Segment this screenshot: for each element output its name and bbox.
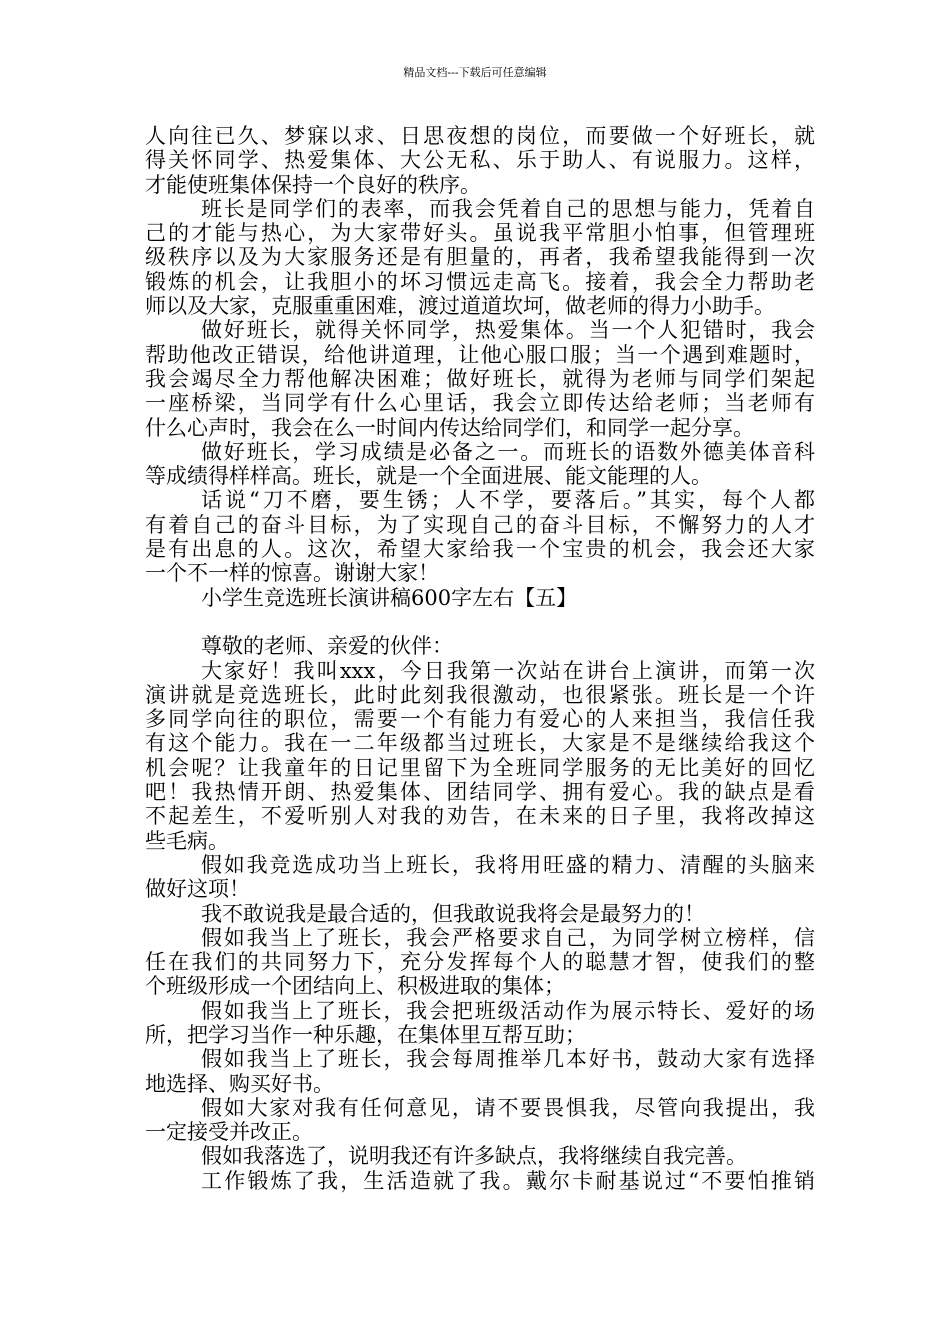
- text-line: 才能使班集体保持一个良好的秩序。: [145, 172, 481, 197]
- text-line: 我会竭尽全力帮他解决困难；做好班长，就得为老师与同学们架起: [145, 366, 815, 391]
- text-line: 假如我竞选成功当上班长，我将用旺盛的精力、清醒的头脑来: [201, 852, 815, 877]
- text-line: 级秩序以及为大家服务还是有胆量的，再者，我希望我能得到一次: [145, 245, 815, 270]
- text-line: 机会呢？让我童年的日记里留下为全班同学服务的无比美好的回忆: [145, 755, 815, 780]
- text-line: 话说“刀不磨，要生锈；人不学，要落后。”其实，每个人都: [201, 488, 815, 513]
- text-line: 演讲就是竞选班长，此时此刻我很激动，也很紧张。班长是一个许: [145, 682, 815, 707]
- text-line: 做好这项！: [145, 877, 250, 902]
- text-line: 假如大家对我有任何意见，请不要畏惧我，尽管向我提出，我: [201, 1095, 815, 1120]
- text-line: 有这个能力。我在一二年级都当过班长，大家是不是继续给我这个: [145, 731, 815, 756]
- text-line: 等成绩得样样高。班长，就是一个全面进展、能文能理的人。: [145, 464, 712, 489]
- text-line: 帮助他改正错误，给他讲道理，让他心服口服；当一个遇到难题时，: [145, 342, 815, 367]
- text-line: 些毛病。: [145, 828, 229, 853]
- text-line: 己的才能与热心，为大家带好头。虽说我平常胆小怕事，但管理班: [145, 221, 815, 246]
- text-line: 小学生竞选班长演讲稿600字左右【五】: [201, 585, 578, 610]
- text-line: 工作锻炼了我，生活造就了我。戴尔卡耐基说过“不要怕推销: [201, 1168, 815, 1193]
- text-line: 假如我当上了班长，我会严格要求自己，为同学树立榜样，信: [201, 925, 815, 950]
- text-line: 人向往已久、梦寐以求、日思夜想的岗位，而要做一个好班长，就: [145, 124, 815, 148]
- text-line: 锻炼的机会，让我胆小的坏习惯远走高飞。接着，我会全力帮助老: [145, 269, 815, 294]
- text-line: 一座桥梁，当同学有什么心里话，我会立即传达给老师；当老师有: [145, 391, 815, 416]
- text-line: 假如我当上了班长，我会每周推举几本好书，鼓动大家有选择: [201, 1047, 815, 1072]
- text-line: 得关怀同学、热爱集体、大公无私、乐于助人、有说服力。这样，: [145, 148, 815, 173]
- text-line: 我不敢说我是最合适的，但我敢说我将会是最努力的！: [201, 901, 705, 926]
- page-header: 精品文档---下载后可任意编辑: [403, 66, 547, 79]
- document-body: [145, 124, 815, 1193]
- text-line: 一个不一样的惊喜。谢谢大家！: [145, 561, 439, 586]
- text-line: 师以及大家，克服重重困难，渡过道道坎坷，做老师的得力小助手。: [145, 294, 775, 319]
- text-line: 地选择、购买好书。: [145, 1071, 334, 1096]
- text-line: 做好班长，就得关怀同学，热爱集体。当一个人犯错时，我会: [201, 318, 815, 343]
- text-line: 班长是同学们的表率，而我会凭着自己的思想与能力，凭着自: [201, 196, 815, 221]
- text-line: 任在我们的共同努力下，充分发挥每个人的聪慧才智，使我们的整: [145, 950, 815, 975]
- text-line: 什么心声时，我会在么一时间内传达给同学们，和同学一起分享。: [145, 415, 754, 440]
- text-line: 假如我当上了班长，我会把班级活动作为展示特长、爱好的场: [201, 998, 815, 1023]
- text-line: 多同学向往的职位，需要一个有能力有爱心的人来担当，我信任我: [145, 707, 815, 732]
- text-line: 做好班长，学习成绩是必备之一。而班长的语数外德美体音科: [201, 439, 815, 464]
- blank-line: [145, 610, 815, 634]
- text-line: 个班级形成一个团结向上、积极进取的集体；: [145, 974, 565, 999]
- text-line: 大家好！我叫xxx，今日我第一次站在讲台上演讲，而第一次: [201, 658, 815, 683]
- text-line: 是有出息的人。这次，希望大家给我一个宝贵的机会，我会还大家: [145, 537, 815, 562]
- text-line: 有着自己的奋斗目标，为了实现自己的奋斗目标，不懈努力的人才: [145, 512, 815, 537]
- text-line: 不起差生，不爱听别人对我的劝告，在未来的日子里，我将改掉这: [145, 804, 815, 829]
- text-line: 吧！我热情开朗、热爱集体、团结同学、拥有爱心。我的缺点是看: [145, 780, 815, 805]
- text-line: 所，把学习当作一种乐趣，在集体里互帮互助；: [145, 1022, 586, 1047]
- text-line: 尊敬的老师、亲爱的伙伴：: [201, 634, 453, 659]
- text-line: 假如我落选了，说明我还有许多缺点，我将继续自我完善。: [201, 1144, 747, 1169]
- text-line: 一定接受并改正。: [145, 1120, 313, 1145]
